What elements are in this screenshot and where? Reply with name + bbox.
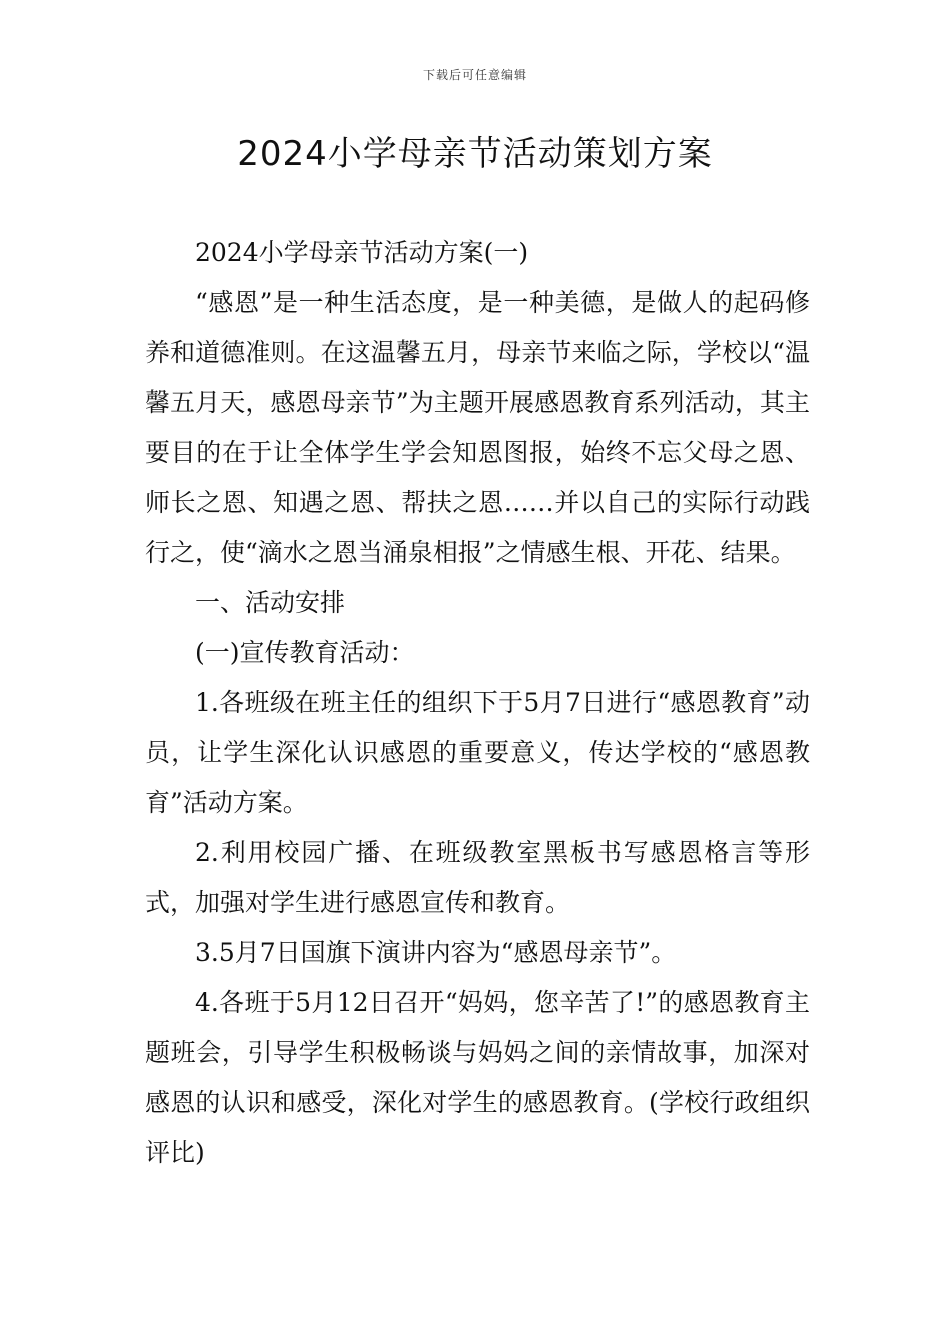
list-item-3: 3.5月7日国旗下演讲内容为“感恩母亲节”。 <box>195 938 677 967</box>
list-item-4: 4.各班于5月12日召开“妈妈，您辛苦了!”的感恩教育主题班会，引导学生积极畅谈与妈妈之间的亲情故事，加深对感恩的认识和感受，深化对学生的感恩教育。(学校行政组织评比) <box>145 988 810 1167</box>
subsection-heading-promotion: (一)宣传教育活动： <box>195 638 415 667</box>
intro-paragraph: “感恩”是一种生活态度，是一种美德，是做人的起码修养和道德准则。在这温馨五月，母亲节来临之际，学校以“温馨五月天，感恩母亲节”为主题开展感恩教育系列活动，其主要目的在于让全体学生学会知恩图报，始终不忘父母之恩、师长之恩、知遇之恩、帮扶之恩……并以自己的实际行动践行之，使“滴水之恩当涌泉相报”之情感生根、开花、结果。 <box>145 288 810 567</box>
list-item-1: 1.各班级在班主任的组织下于5月7日进行“感恩教育”动员，让学生深化认识感恩的重要意义，传达学校的“感恩教育”活动方案。 <box>145 688 810 817</box>
section-heading-plan-one: 2024小学母亲节活动方案(一) <box>195 238 529 267</box>
download-note: 下载后可任意编辑 <box>422 68 527 82</box>
section-heading-arrangement: 一、活动安排 <box>195 588 346 617</box>
document-title: 2024小学母亲节活动策划方案 <box>237 134 713 174</box>
document-body <box>145 228 810 1178</box>
list-item-2: 2.利用校园广播、在班级教室黑板书写感恩格言等形式，加强对学生进行感恩宣传和教育。 <box>145 838 810 917</box>
